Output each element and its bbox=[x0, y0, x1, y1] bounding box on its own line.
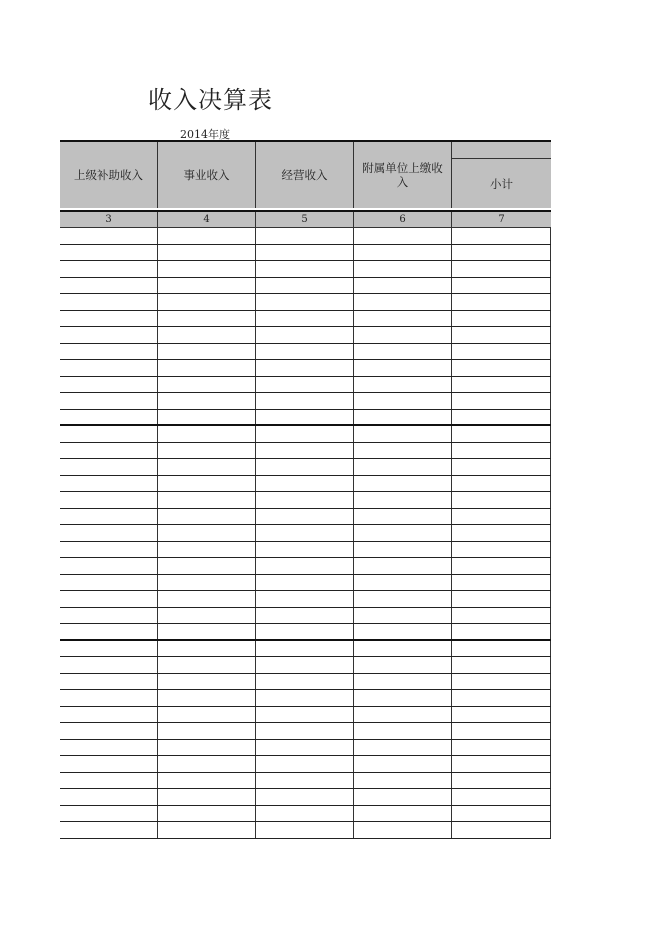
table-cell[interactable] bbox=[158, 789, 256, 805]
table-cell[interactable] bbox=[354, 344, 452, 360]
table-cell[interactable] bbox=[354, 558, 452, 574]
table-cell[interactable] bbox=[354, 707, 452, 723]
table-cell[interactable] bbox=[256, 261, 354, 277]
table-cell[interactable] bbox=[452, 509, 551, 525]
table-body bbox=[60, 228, 551, 839]
table-cell[interactable] bbox=[158, 657, 256, 673]
table-cell[interactable] bbox=[158, 476, 256, 492]
header-subtotal[interactable]: 小计 bbox=[452, 158, 551, 208]
table-cell[interactable] bbox=[158, 360, 256, 376]
table-cell[interactable] bbox=[452, 294, 551, 310]
table-cell[interactable] bbox=[452, 245, 551, 261]
table-cell[interactable] bbox=[158, 278, 256, 294]
table-cell[interactable] bbox=[60, 261, 158, 277]
income-table bbox=[60, 140, 551, 839]
table-cell[interactable] bbox=[354, 377, 452, 393]
table-row bbox=[60, 294, 551, 311]
table-cell[interactable] bbox=[354, 360, 452, 376]
table-cell[interactable] bbox=[354, 393, 452, 409]
table-row bbox=[60, 690, 551, 707]
table-cell[interactable] bbox=[452, 278, 551, 294]
table-cell[interactable] bbox=[354, 723, 452, 739]
table-cell[interactable] bbox=[60, 410, 158, 425]
table-cell[interactable] bbox=[158, 558, 256, 574]
header-band bbox=[452, 142, 551, 158]
index-cell: 4 bbox=[158, 212, 256, 227]
table-cell[interactable] bbox=[256, 789, 354, 805]
table-cell[interactable] bbox=[354, 245, 452, 261]
table-row bbox=[60, 657, 551, 674]
table-cell[interactable] bbox=[60, 773, 158, 789]
header-business-income[interactable]: 事业收入 bbox=[158, 142, 256, 208]
table-cell[interactable] bbox=[256, 657, 354, 673]
table-cell[interactable] bbox=[452, 806, 551, 822]
table-cell[interactable] bbox=[256, 278, 354, 294]
table-cell[interactable] bbox=[256, 690, 354, 706]
table-cell[interactable] bbox=[158, 624, 256, 639]
table-cell[interactable] bbox=[60, 690, 158, 706]
table-row bbox=[60, 492, 551, 509]
table-cell[interactable] bbox=[256, 641, 354, 657]
table-cell[interactable] bbox=[158, 525, 256, 541]
table-row bbox=[60, 443, 551, 460]
table-cell[interactable] bbox=[354, 327, 452, 343]
table-row bbox=[60, 789, 551, 806]
table-cell[interactable] bbox=[452, 228, 551, 244]
table-cell[interactable] bbox=[354, 261, 452, 277]
index-cell: 7 bbox=[498, 214, 505, 225]
table-row bbox=[60, 476, 551, 493]
table-cell[interactable] bbox=[452, 756, 551, 772]
table-cell[interactable] bbox=[60, 228, 158, 244]
table-cell[interactable] bbox=[158, 591, 256, 607]
table-row bbox=[60, 245, 551, 262]
table-cell[interactable] bbox=[354, 492, 452, 508]
table-cell[interactable] bbox=[354, 789, 452, 805]
table-cell[interactable] bbox=[354, 674, 452, 690]
index-cell: 5 bbox=[256, 212, 354, 227]
index-cell: 6 bbox=[354, 212, 452, 227]
table-cell[interactable] bbox=[158, 773, 256, 789]
table-cell[interactable] bbox=[256, 773, 354, 789]
table-cell[interactable] bbox=[452, 377, 551, 393]
table-cell[interactable] bbox=[452, 822, 551, 838]
table-cell[interactable] bbox=[158, 575, 256, 591]
table-cell[interactable] bbox=[354, 591, 452, 607]
table-row bbox=[60, 822, 551, 839]
table-row bbox=[60, 740, 551, 757]
table-cell[interactable] bbox=[60, 822, 158, 838]
header-operating-income[interactable]: 经营收入 bbox=[256, 142, 354, 208]
table-header bbox=[60, 140, 551, 210]
table-cell[interactable] bbox=[256, 509, 354, 525]
table-cell[interactable] bbox=[452, 344, 551, 360]
table-cell[interactable] bbox=[452, 641, 551, 657]
table-cell[interactable] bbox=[60, 294, 158, 310]
table-cell[interactable] bbox=[452, 789, 551, 805]
table-cell[interactable] bbox=[60, 311, 158, 327]
table-cell[interactable] bbox=[354, 410, 452, 425]
table-row bbox=[60, 261, 551, 278]
table-cell[interactable] bbox=[256, 542, 354, 558]
table-cell[interactable] bbox=[452, 575, 551, 591]
table-cell[interactable] bbox=[60, 558, 158, 574]
table-cell[interactable] bbox=[60, 707, 158, 723]
table-cell[interactable] bbox=[158, 426, 256, 442]
table-cell[interactable] bbox=[256, 591, 354, 607]
table-cell[interactable] bbox=[60, 740, 158, 756]
table-cell[interactable] bbox=[452, 608, 551, 624]
table-cell[interactable] bbox=[256, 377, 354, 393]
table-cell[interactable] bbox=[60, 509, 158, 525]
table-cell[interactable] bbox=[256, 459, 354, 475]
table-cell[interactable] bbox=[256, 393, 354, 409]
table-cell[interactable] bbox=[60, 641, 158, 657]
table-cell[interactable] bbox=[158, 459, 256, 475]
table-cell[interactable] bbox=[60, 789, 158, 805]
table-row bbox=[60, 773, 551, 790]
table-row bbox=[60, 360, 551, 377]
table-cell[interactable] bbox=[256, 228, 354, 244]
table-cell[interactable] bbox=[452, 426, 551, 442]
table-cell[interactable] bbox=[452, 393, 551, 409]
table-cell[interactable] bbox=[452, 327, 551, 343]
table-cell[interactable] bbox=[354, 278, 452, 294]
table-row bbox=[60, 410, 551, 427]
table-cell[interactable] bbox=[60, 674, 158, 690]
table-cell[interactable] bbox=[452, 542, 551, 558]
table-cell[interactable] bbox=[354, 311, 452, 327]
table-cell[interactable] bbox=[354, 575, 452, 591]
table-cell[interactable] bbox=[158, 822, 256, 838]
table-cell[interactable] bbox=[256, 525, 354, 541]
table-row bbox=[60, 327, 551, 344]
table-cell[interactable] bbox=[452, 624, 551, 639]
table-row bbox=[60, 393, 551, 410]
table-row bbox=[60, 707, 551, 724]
table-cell[interactable] bbox=[158, 410, 256, 425]
table-cell[interactable] bbox=[158, 294, 256, 310]
table-cell[interactable] bbox=[256, 443, 354, 459]
table-cell[interactable] bbox=[60, 327, 158, 343]
table-cell[interactable] bbox=[256, 476, 354, 492]
table-cell[interactable] bbox=[158, 245, 256, 261]
table-row bbox=[60, 459, 551, 476]
table-cell[interactable] bbox=[60, 525, 158, 541]
table-cell[interactable] bbox=[354, 426, 452, 442]
table-cell[interactable] bbox=[256, 492, 354, 508]
table-cell[interactable] bbox=[452, 558, 551, 574]
table-cell[interactable] bbox=[452, 261, 551, 277]
report-year: 2014年度 bbox=[180, 128, 230, 141]
table-cell[interactable] bbox=[354, 459, 452, 475]
table-cell[interactable] bbox=[256, 344, 354, 360]
table-cell[interactable] bbox=[452, 492, 551, 508]
table-row bbox=[60, 624, 551, 641]
table-row bbox=[60, 641, 551, 658]
table-cell[interactable] bbox=[158, 443, 256, 459]
table-row bbox=[60, 756, 551, 773]
table-cell[interactable] bbox=[256, 624, 354, 639]
table-cell[interactable] bbox=[354, 608, 452, 624]
table-cell[interactable] bbox=[354, 740, 452, 756]
table-row bbox=[60, 311, 551, 328]
table-cell[interactable] bbox=[60, 723, 158, 739]
table-row bbox=[60, 591, 551, 608]
table-row bbox=[60, 542, 551, 559]
table-cell[interactable] bbox=[354, 822, 452, 838]
table-cell[interactable] bbox=[158, 756, 256, 772]
table-row bbox=[60, 723, 551, 740]
table-cell[interactable] bbox=[452, 674, 551, 690]
table-cell[interactable] bbox=[354, 525, 452, 541]
table-cell[interactable] bbox=[60, 542, 158, 558]
table-cell[interactable] bbox=[158, 311, 256, 327]
table-cell[interactable] bbox=[256, 608, 354, 624]
table-cell[interactable] bbox=[354, 542, 452, 558]
table-cell[interactable] bbox=[60, 476, 158, 492]
table-cell[interactable] bbox=[354, 476, 452, 492]
table-cell[interactable] bbox=[256, 575, 354, 591]
table-cell[interactable] bbox=[256, 674, 354, 690]
header-superior-subsidy[interactable]: 上级补助收入 bbox=[60, 142, 158, 208]
table-row bbox=[60, 558, 551, 575]
table-cell[interactable] bbox=[452, 690, 551, 706]
table-cell[interactable] bbox=[354, 443, 452, 459]
table-cell[interactable] bbox=[60, 608, 158, 624]
table-row bbox=[60, 344, 551, 361]
table-cell[interactable] bbox=[60, 806, 158, 822]
table-cell[interactable] bbox=[158, 344, 256, 360]
table-cell[interactable] bbox=[158, 542, 256, 558]
table-cell[interactable] bbox=[158, 707, 256, 723]
table-cell[interactable] bbox=[452, 723, 551, 739]
table-cell[interactable] bbox=[158, 492, 256, 508]
table-cell[interactable] bbox=[158, 327, 256, 343]
table-cell[interactable] bbox=[354, 641, 452, 657]
table-cell[interactable] bbox=[60, 278, 158, 294]
table-cell[interactable] bbox=[452, 476, 551, 492]
table-row bbox=[60, 228, 551, 245]
table-cell[interactable] bbox=[256, 756, 354, 772]
table-row bbox=[60, 377, 551, 394]
table-cell[interactable] bbox=[452, 459, 551, 475]
index-cell: 3 bbox=[60, 212, 158, 227]
table-cell[interactable] bbox=[256, 723, 354, 739]
table-row bbox=[60, 525, 551, 542]
table-cell[interactable] bbox=[452, 657, 551, 673]
table-cell[interactable] bbox=[158, 261, 256, 277]
table-cell[interactable] bbox=[354, 294, 452, 310]
table-cell[interactable] bbox=[60, 443, 158, 459]
table-row bbox=[60, 674, 551, 691]
report-title: 收入决算表 bbox=[148, 86, 273, 114]
table-cell[interactable] bbox=[256, 410, 354, 425]
table-cell[interactable] bbox=[158, 509, 256, 525]
table-cell[interactable] bbox=[354, 773, 452, 789]
table-cell[interactable] bbox=[256, 426, 354, 442]
table-cell[interactable] bbox=[60, 756, 158, 772]
table-cell[interactable] bbox=[452, 591, 551, 607]
table-cell[interactable] bbox=[158, 393, 256, 409]
table-cell[interactable] bbox=[158, 608, 256, 624]
table-cell[interactable] bbox=[256, 806, 354, 822]
table-row bbox=[60, 426, 551, 443]
table-cell[interactable] bbox=[60, 575, 158, 591]
table-cell[interactable] bbox=[60, 591, 158, 607]
table-cell[interactable] bbox=[60, 245, 158, 261]
table-cell[interactable] bbox=[256, 707, 354, 723]
table-cell[interactable] bbox=[354, 228, 452, 244]
table-cell[interactable] bbox=[60, 624, 158, 639]
table-cell[interactable] bbox=[256, 740, 354, 756]
table-cell[interactable] bbox=[256, 558, 354, 574]
table-cell[interactable] bbox=[256, 360, 354, 376]
table-row bbox=[60, 509, 551, 526]
index-row bbox=[60, 210, 551, 228]
table-cell[interactable] bbox=[452, 410, 551, 425]
table-cell[interactable] bbox=[60, 426, 158, 442]
table-cell[interactable] bbox=[354, 509, 452, 525]
table-cell[interactable] bbox=[158, 690, 256, 706]
table-cell[interactable] bbox=[158, 641, 256, 657]
table-cell[interactable] bbox=[60, 492, 158, 508]
table-cell[interactable] bbox=[60, 459, 158, 475]
table-cell[interactable] bbox=[452, 443, 551, 459]
table-cell[interactable] bbox=[158, 377, 256, 393]
table-cell[interactable] bbox=[452, 360, 551, 376]
header-affiliate-income[interactable]: 附属单位上缴收 入 bbox=[354, 142, 452, 208]
table-cell[interactable] bbox=[60, 377, 158, 393]
table-cell[interactable] bbox=[354, 756, 452, 772]
table-cell[interactable] bbox=[256, 822, 354, 838]
table-cell[interactable] bbox=[452, 525, 551, 541]
table-cell[interactable] bbox=[354, 657, 452, 673]
table-row bbox=[60, 278, 551, 295]
table-cell[interactable] bbox=[256, 311, 354, 327]
table-cell[interactable] bbox=[452, 707, 551, 723]
table-cell[interactable] bbox=[452, 773, 551, 789]
table-cell[interactable] bbox=[256, 245, 354, 261]
table-cell[interactable] bbox=[452, 311, 551, 327]
table-cell[interactable] bbox=[60, 344, 158, 360]
table-cell[interactable] bbox=[452, 740, 551, 756]
table-row bbox=[60, 575, 551, 592]
table-cell[interactable] bbox=[256, 327, 354, 343]
table-cell[interactable] bbox=[354, 690, 452, 706]
table-cell[interactable] bbox=[60, 393, 158, 409]
table-cell[interactable] bbox=[158, 723, 256, 739]
table-row bbox=[60, 806, 551, 823]
table-cell[interactable] bbox=[158, 740, 256, 756]
table-cell[interactable] bbox=[354, 624, 452, 639]
table-cell[interactable] bbox=[158, 228, 256, 244]
table-cell[interactable] bbox=[60, 360, 158, 376]
table-cell[interactable] bbox=[354, 806, 452, 822]
table-cell[interactable] bbox=[60, 657, 158, 673]
table-row bbox=[60, 608, 551, 625]
table-cell[interactable] bbox=[158, 806, 256, 822]
table-cell[interactable] bbox=[158, 674, 256, 690]
table-cell[interactable] bbox=[256, 294, 354, 310]
